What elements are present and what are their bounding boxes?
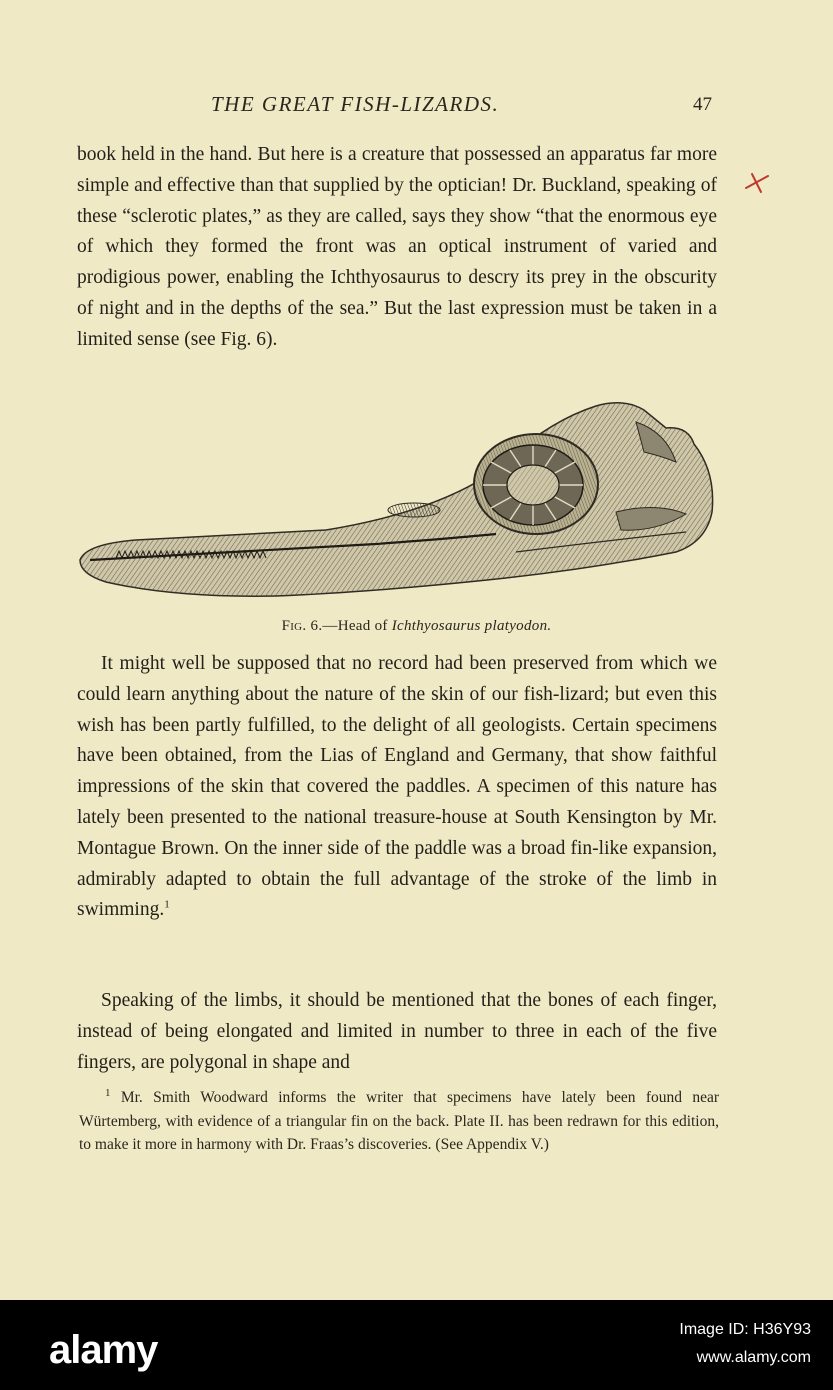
stock-site-url: www.alamy.com <box>696 1349 811 1366</box>
paragraph-2 <box>77 649 717 926</box>
footnote-reference: 1 <box>164 898 170 911</box>
figure-caption <box>0 618 833 635</box>
stock-image-info <box>679 1316 811 1372</box>
stock-footer-bar <box>0 1300 833 1390</box>
stock-image-id: Image ID: H36Y93 <box>679 1321 811 1338</box>
paragraph-2-text: It might well be supposed that no record had been preserved from which we could learn anything about the nature of the skin of our fish-lizard; but even this wish has been partly fulfilled, to the delight of all geologists. Certain specimens have been obtained, from the Lias of England and Germany, that show faithful impressions of the skin that covered the paddles. A specimen of this nature has lately been presented to the national treasure-house at South Kensington by Mr. Montague Brown. On the inner side of the paddle was a broad fin-like expansion, admirably adapted to obtain the full advantage of the stroke of the limb in swimming. <box>77 653 717 921</box>
figure-species-name: Ichthyosaurus platyodon. <box>391 618 552 634</box>
figure-caption-text: —Head of <box>322 618 392 634</box>
ichthyosaurus-skull-illustration <box>76 392 718 610</box>
footnote <box>79 1086 719 1157</box>
running-head <box>0 92 833 120</box>
paragraph-1: book held in the hand. But here is a creature that possessed an apparatus far more simple and effective than that supplied by the optician! Dr. Buckland, speaking of these “sclerotic plates,” as they are called, says they show “that the enormous eye of which they formed the front was an optical instrument of varied and prodigious power, enabling the Ichthyosaurus to descry its prey in the obscurity of night and in the depths of the sea.” But the last expression must be taken in a limited sense (see Fig. 6). <box>77 144 717 350</box>
running-title: THE GREAT FISH-LIZARDS. <box>211 92 500 116</box>
footnote-text: Mr. Smith Woodward informs the writer that specimens have lately been found near Würtemberg, with evidence of a triangular fin on the back. Plate II. has been redrawn for this edition, to make it more in harmony with Dr. Fraas’s discoveries. (See Appendix V.) <box>79 1089 719 1153</box>
figure-label: Fig. 6. <box>281 618 323 634</box>
red-pencil-mark-icon <box>744 170 770 196</box>
page-number: 47 <box>693 94 712 115</box>
paragraph-3: Speaking of the limbs, it should be mentioned that the bones of each finger, instead of being elongated and limited in number to three in each of the five fingers, are polygonal in shape and <box>77 990 717 1073</box>
stock-logo: alamy <box>49 1328 158 1372</box>
footnote-marker: 1 <box>105 1086 111 1099</box>
